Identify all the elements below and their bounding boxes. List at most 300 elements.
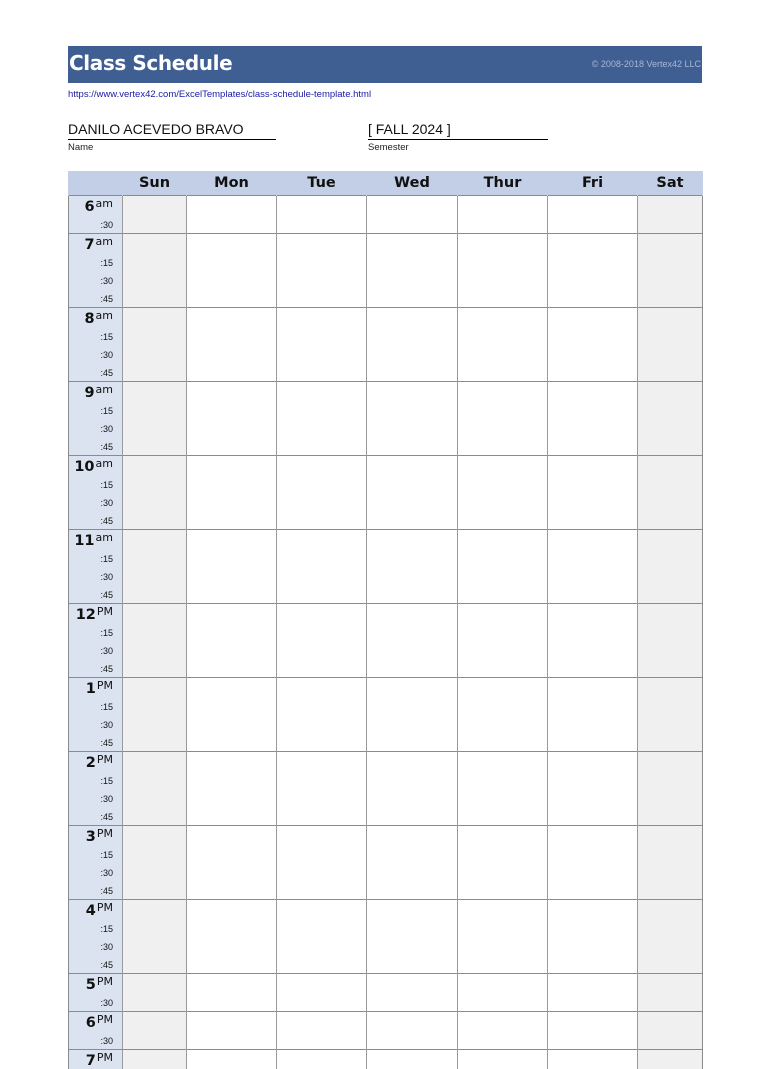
schedule-cell-wed[interactable] [367, 1050, 458, 1069]
schedule-cell-thur[interactable] [458, 382, 548, 402]
schedule-cell-tue[interactable] [277, 919, 367, 937]
schedule-cell-wed[interactable] [367, 659, 458, 678]
schedule-cell-fri[interactable] [548, 863, 638, 881]
schedule-cell-fri[interactable] [548, 196, 638, 216]
schedule-cell-thur[interactable] [458, 511, 548, 530]
schedule-cell-fri[interactable] [548, 900, 638, 920]
schedule-cell-mon[interactable] [187, 1050, 277, 1069]
schedule-cell-tue[interactable] [277, 974, 367, 994]
schedule-cell-wed[interactable] [367, 807, 458, 826]
schedule-cell-thur[interactable] [458, 955, 548, 974]
schedule-cell-wed[interactable] [367, 475, 458, 493]
schedule-cell-fri[interactable] [548, 475, 638, 493]
schedule-cell-thur[interactable] [458, 271, 548, 289]
schedule-cell-sat[interactable] [638, 623, 703, 641]
schedule-cell-fri[interactable] [548, 456, 638, 476]
schedule-cell-sun[interactable] [123, 826, 187, 846]
schedule-cell-sat[interactable] [638, 659, 703, 678]
schedule-cell-sat[interactable] [638, 900, 703, 920]
schedule-cell-mon[interactable] [187, 585, 277, 604]
schedule-cell-thur[interactable] [458, 900, 548, 920]
schedule-cell-sat[interactable] [638, 937, 703, 955]
schedule-cell-wed[interactable] [367, 919, 458, 937]
schedule-cell-tue[interactable] [277, 881, 367, 900]
schedule-cell-thur[interactable] [458, 678, 548, 698]
schedule-cell-sat[interactable] [638, 955, 703, 974]
schedule-cell-tue[interactable] [277, 511, 367, 530]
schedule-cell-thur[interactable] [458, 363, 548, 382]
schedule-cell-fri[interactable] [548, 289, 638, 308]
schedule-cell-tue[interactable] [277, 327, 367, 345]
schedule-cell-wed[interactable] [367, 289, 458, 308]
schedule-cell-sat[interactable] [638, 585, 703, 604]
schedule-cell-tue[interactable] [277, 215, 367, 234]
schedule-cell-mon[interactable] [187, 511, 277, 530]
schedule-cell-fri[interactable] [548, 623, 638, 641]
schedule-cell-wed[interactable] [367, 196, 458, 216]
schedule-cell-sun[interactable] [123, 697, 187, 715]
schedule-cell-sun[interactable] [123, 659, 187, 678]
schedule-cell-mon[interactable] [187, 641, 277, 659]
schedule-cell-thur[interactable] [458, 641, 548, 659]
schedule-cell-sun[interactable] [123, 289, 187, 308]
schedule-cell-tue[interactable] [277, 900, 367, 920]
schedule-cell-sat[interactable] [638, 789, 703, 807]
schedule-cell-tue[interactable] [277, 196, 367, 216]
schedule-cell-sat[interactable] [638, 919, 703, 937]
schedule-cell-tue[interactable] [277, 271, 367, 289]
schedule-cell-mon[interactable] [187, 327, 277, 345]
schedule-cell-tue[interactable] [277, 623, 367, 641]
schedule-cell-tue[interactable] [277, 345, 367, 363]
schedule-cell-mon[interactable] [187, 308, 277, 328]
schedule-cell-thur[interactable] [458, 1012, 548, 1032]
schedule-cell-sun[interactable] [123, 1012, 187, 1032]
schedule-cell-fri[interactable] [548, 1012, 638, 1032]
schedule-cell-thur[interactable] [458, 327, 548, 345]
schedule-cell-sun[interactable] [123, 382, 187, 402]
schedule-cell-wed[interactable] [367, 826, 458, 846]
schedule-cell-thur[interactable] [458, 993, 548, 1012]
schedule-cell-sun[interactable] [123, 993, 187, 1012]
schedule-cell-sun[interactable] [123, 419, 187, 437]
schedule-cell-wed[interactable] [367, 493, 458, 511]
schedule-cell-thur[interactable] [458, 974, 548, 994]
schedule-cell-mon[interactable] [187, 549, 277, 567]
schedule-cell-sat[interactable] [638, 234, 703, 254]
schedule-cell-thur[interactable] [458, 196, 548, 216]
schedule-cell-mon[interactable] [187, 604, 277, 624]
schedule-cell-fri[interactable] [548, 1031, 638, 1050]
schedule-cell-tue[interactable] [277, 733, 367, 752]
schedule-cell-mon[interactable] [187, 623, 277, 641]
schedule-cell-mon[interactable] [187, 919, 277, 937]
schedule-cell-mon[interactable] [187, 401, 277, 419]
schedule-cell-wed[interactable] [367, 511, 458, 530]
schedule-cell-fri[interactable] [548, 549, 638, 567]
schedule-cell-mon[interactable] [187, 253, 277, 271]
schedule-cell-sun[interactable] [123, 327, 187, 345]
schedule-cell-thur[interactable] [458, 419, 548, 437]
schedule-cell-thur[interactable] [458, 567, 548, 585]
schedule-cell-tue[interactable] [277, 678, 367, 698]
schedule-cell-mon[interactable] [187, 955, 277, 974]
schedule-cell-sun[interactable] [123, 752, 187, 772]
schedule-cell-wed[interactable] [367, 863, 458, 881]
schedule-cell-thur[interactable] [458, 937, 548, 955]
schedule-cell-mon[interactable] [187, 382, 277, 402]
schedule-cell-fri[interactable] [548, 530, 638, 550]
schedule-cell-wed[interactable] [367, 845, 458, 863]
schedule-cell-wed[interactable] [367, 567, 458, 585]
schedule-cell-fri[interactable] [548, 308, 638, 328]
schedule-cell-sat[interactable] [638, 1031, 703, 1050]
schedule-cell-sat[interactable] [638, 363, 703, 382]
schedule-cell-thur[interactable] [458, 493, 548, 511]
schedule-cell-fri[interactable] [548, 659, 638, 678]
schedule-cell-wed[interactable] [367, 1012, 458, 1032]
schedule-cell-fri[interactable] [548, 382, 638, 402]
schedule-cell-fri[interactable] [548, 493, 638, 511]
schedule-cell-sat[interactable] [638, 382, 703, 402]
schedule-cell-sat[interactable] [638, 678, 703, 698]
schedule-cell-tue[interactable] [277, 567, 367, 585]
schedule-cell-mon[interactable] [187, 196, 277, 216]
schedule-cell-sun[interactable] [123, 863, 187, 881]
schedule-cell-fri[interactable] [548, 993, 638, 1012]
schedule-cell-thur[interactable] [458, 456, 548, 476]
schedule-cell-tue[interactable] [277, 549, 367, 567]
schedule-cell-sun[interactable] [123, 271, 187, 289]
schedule-cell-thur[interactable] [458, 1050, 548, 1069]
schedule-cell-thur[interactable] [458, 863, 548, 881]
schedule-cell-tue[interactable] [277, 530, 367, 550]
schedule-cell-tue[interactable] [277, 382, 367, 402]
name-field[interactable] [68, 117, 276, 140]
schedule-cell-mon[interactable] [187, 752, 277, 772]
schedule-cell-sun[interactable] [123, 456, 187, 476]
schedule-cell-wed[interactable] [367, 585, 458, 604]
schedule-cell-wed[interactable] [367, 382, 458, 402]
template-link[interactable]: https://www.vertex42.com/ExcelTemplates/class-schedule-template.html [68, 89, 371, 100]
schedule-cell-wed[interactable] [367, 641, 458, 659]
schedule-cell-tue[interactable] [277, 475, 367, 493]
schedule-cell-tue[interactable] [277, 363, 367, 382]
schedule-cell-tue[interactable] [277, 585, 367, 604]
schedule-cell-sat[interactable] [638, 437, 703, 456]
schedule-cell-sat[interactable] [638, 1012, 703, 1032]
schedule-cell-mon[interactable] [187, 807, 277, 826]
schedule-cell-thur[interactable] [458, 234, 548, 254]
schedule-cell-wed[interactable] [367, 327, 458, 345]
schedule-cell-tue[interactable] [277, 493, 367, 511]
schedule-cell-fri[interactable] [548, 437, 638, 456]
schedule-cell-sat[interactable] [638, 807, 703, 826]
schedule-cell-sun[interactable] [123, 623, 187, 641]
schedule-cell-sun[interactable] [123, 771, 187, 789]
schedule-cell-fri[interactable] [548, 845, 638, 863]
schedule-cell-mon[interactable] [187, 863, 277, 881]
schedule-cell-wed[interactable] [367, 715, 458, 733]
schedule-cell-thur[interactable] [458, 437, 548, 456]
schedule-cell-sat[interactable] [638, 419, 703, 437]
schedule-cell-thur[interactable] [458, 530, 548, 550]
schedule-cell-sat[interactable] [638, 511, 703, 530]
schedule-cell-thur[interactable] [458, 549, 548, 567]
schedule-cell-sat[interactable] [638, 641, 703, 659]
schedule-cell-fri[interactable] [548, 641, 638, 659]
schedule-cell-fri[interactable] [548, 807, 638, 826]
schedule-cell-wed[interactable] [367, 697, 458, 715]
schedule-cell-tue[interactable] [277, 789, 367, 807]
schedule-cell-wed[interactable] [367, 253, 458, 271]
schedule-cell-wed[interactable] [367, 974, 458, 994]
schedule-cell-sat[interactable] [638, 752, 703, 772]
schedule-cell-wed[interactable] [367, 456, 458, 476]
schedule-cell-sun[interactable] [123, 253, 187, 271]
schedule-cell-sun[interactable] [123, 1031, 187, 1050]
schedule-cell-mon[interactable] [187, 900, 277, 920]
schedule-cell-wed[interactable] [367, 530, 458, 550]
schedule-cell-mon[interactable] [187, 345, 277, 363]
schedule-cell-tue[interactable] [277, 863, 367, 881]
schedule-cell-sun[interactable] [123, 881, 187, 900]
schedule-cell-thur[interactable] [458, 733, 548, 752]
schedule-cell-wed[interactable] [367, 437, 458, 456]
schedule-cell-mon[interactable] [187, 659, 277, 678]
schedule-cell-thur[interactable] [458, 289, 548, 308]
schedule-cell-sun[interactable] [123, 475, 187, 493]
schedule-cell-sun[interactable] [123, 678, 187, 698]
schedule-cell-mon[interactable] [187, 789, 277, 807]
schedule-cell-sat[interactable] [638, 604, 703, 624]
schedule-cell-sun[interactable] [123, 955, 187, 974]
schedule-cell-fri[interactable] [548, 234, 638, 254]
schedule-cell-fri[interactable] [548, 253, 638, 271]
schedule-cell-sat[interactable] [638, 345, 703, 363]
schedule-cell-sun[interactable] [123, 549, 187, 567]
schedule-cell-sat[interactable] [638, 215, 703, 234]
schedule-cell-fri[interactable] [548, 678, 638, 698]
schedule-cell-sat[interactable] [638, 308, 703, 328]
schedule-cell-sat[interactable] [638, 401, 703, 419]
schedule-cell-mon[interactable] [187, 363, 277, 382]
schedule-cell-fri[interactable] [548, 271, 638, 289]
schedule-cell-fri[interactable] [548, 826, 638, 846]
schedule-cell-sun[interactable] [123, 437, 187, 456]
schedule-cell-wed[interactable] [367, 401, 458, 419]
schedule-cell-tue[interactable] [277, 697, 367, 715]
schedule-cell-sun[interactable] [123, 401, 187, 419]
schedule-cell-sun[interactable] [123, 733, 187, 752]
schedule-cell-mon[interactable] [187, 456, 277, 476]
schedule-cell-thur[interactable] [458, 308, 548, 328]
schedule-cell-tue[interactable] [277, 253, 367, 271]
schedule-cell-sat[interactable] [638, 697, 703, 715]
schedule-cell-thur[interactable] [458, 826, 548, 846]
schedule-cell-wed[interactable] [367, 789, 458, 807]
schedule-cell-tue[interactable] [277, 826, 367, 846]
schedule-cell-wed[interactable] [367, 308, 458, 328]
schedule-cell-mon[interactable] [187, 845, 277, 863]
schedule-cell-tue[interactable] [277, 419, 367, 437]
schedule-cell-sat[interactable] [638, 456, 703, 476]
schedule-cell-fri[interactable] [548, 955, 638, 974]
schedule-cell-thur[interactable] [458, 604, 548, 624]
schedule-cell-wed[interactable] [367, 881, 458, 900]
schedule-cell-mon[interactable] [187, 567, 277, 585]
schedule-cell-sat[interactable] [638, 327, 703, 345]
schedule-cell-mon[interactable] [187, 271, 277, 289]
schedule-cell-thur[interactable] [458, 585, 548, 604]
schedule-cell-sun[interactable] [123, 937, 187, 955]
schedule-cell-fri[interactable] [548, 752, 638, 772]
schedule-cell-sat[interactable] [638, 475, 703, 493]
schedule-cell-tue[interactable] [277, 845, 367, 863]
schedule-cell-sat[interactable] [638, 974, 703, 994]
schedule-cell-wed[interactable] [367, 937, 458, 955]
schedule-cell-sun[interactable] [123, 715, 187, 733]
schedule-cell-sat[interactable] [638, 881, 703, 900]
schedule-cell-sat[interactable] [638, 196, 703, 216]
schedule-cell-tue[interactable] [277, 1050, 367, 1069]
schedule-cell-fri[interactable] [548, 401, 638, 419]
schedule-cell-mon[interactable] [187, 771, 277, 789]
schedule-cell-thur[interactable] [458, 697, 548, 715]
schedule-cell-mon[interactable] [187, 993, 277, 1012]
schedule-cell-sun[interactable] [123, 604, 187, 624]
schedule-cell-sun[interactable] [123, 493, 187, 511]
schedule-cell-sat[interactable] [638, 530, 703, 550]
schedule-cell-tue[interactable] [277, 807, 367, 826]
schedule-cell-sun[interactable] [123, 530, 187, 550]
schedule-cell-mon[interactable] [187, 289, 277, 308]
schedule-cell-sun[interactable] [123, 215, 187, 234]
schedule-cell-sun[interactable] [123, 511, 187, 530]
schedule-cell-thur[interactable] [458, 807, 548, 826]
schedule-cell-fri[interactable] [548, 789, 638, 807]
schedule-cell-fri[interactable] [548, 715, 638, 733]
schedule-cell-thur[interactable] [458, 215, 548, 234]
schedule-cell-fri[interactable] [548, 974, 638, 994]
schedule-cell-fri[interactable] [548, 937, 638, 955]
schedule-cell-sat[interactable] [638, 863, 703, 881]
schedule-cell-mon[interactable] [187, 1031, 277, 1050]
schedule-cell-sun[interactable] [123, 585, 187, 604]
schedule-cell-mon[interactable] [187, 530, 277, 550]
schedule-cell-fri[interactable] [548, 327, 638, 345]
schedule-cell-mon[interactable] [187, 493, 277, 511]
schedule-cell-tue[interactable] [277, 401, 367, 419]
schedule-cell-fri[interactable] [548, 419, 638, 437]
schedule-cell-sat[interactable] [638, 567, 703, 585]
schedule-cell-fri[interactable] [548, 567, 638, 585]
schedule-cell-fri[interactable] [548, 345, 638, 363]
schedule-cell-thur[interactable] [458, 771, 548, 789]
schedule-cell-mon[interactable] [187, 437, 277, 456]
schedule-cell-wed[interactable] [367, 549, 458, 567]
schedule-cell-tue[interactable] [277, 456, 367, 476]
schedule-cell-thur[interactable] [458, 919, 548, 937]
schedule-cell-sat[interactable] [638, 253, 703, 271]
schedule-cell-sun[interactable] [123, 807, 187, 826]
schedule-cell-sun[interactable] [123, 974, 187, 994]
schedule-cell-sat[interactable] [638, 549, 703, 567]
schedule-cell-fri[interactable] [548, 771, 638, 789]
schedule-cell-wed[interactable] [367, 271, 458, 289]
schedule-cell-wed[interactable] [367, 419, 458, 437]
schedule-cell-mon[interactable] [187, 419, 277, 437]
schedule-cell-wed[interactable] [367, 733, 458, 752]
schedule-cell-tue[interactable] [277, 1012, 367, 1032]
schedule-cell-wed[interactable] [367, 345, 458, 363]
schedule-cell-sun[interactable] [123, 919, 187, 937]
schedule-cell-wed[interactable] [367, 363, 458, 382]
schedule-cell-fri[interactable] [548, 881, 638, 900]
schedule-cell-thur[interactable] [458, 881, 548, 900]
schedule-cell-sun[interactable] [123, 641, 187, 659]
schedule-cell-tue[interactable] [277, 437, 367, 456]
schedule-cell-thur[interactable] [458, 623, 548, 641]
schedule-cell-sat[interactable] [638, 289, 703, 308]
schedule-cell-sun[interactable] [123, 363, 187, 382]
schedule-cell-tue[interactable] [277, 659, 367, 678]
schedule-cell-thur[interactable] [458, 715, 548, 733]
schedule-cell-wed[interactable] [367, 900, 458, 920]
schedule-cell-tue[interactable] [277, 715, 367, 733]
schedule-cell-tue[interactable] [277, 993, 367, 1012]
schedule-cell-thur[interactable] [458, 475, 548, 493]
schedule-cell-fri[interactable] [548, 697, 638, 715]
schedule-cell-mon[interactable] [187, 1012, 277, 1032]
schedule-cell-sat[interactable] [638, 271, 703, 289]
schedule-cell-mon[interactable] [187, 234, 277, 254]
schedule-cell-wed[interactable] [367, 215, 458, 234]
schedule-cell-thur[interactable] [458, 1031, 548, 1050]
schedule-cell-fri[interactable] [548, 363, 638, 382]
schedule-cell-tue[interactable] [277, 937, 367, 955]
schedule-cell-thur[interactable] [458, 345, 548, 363]
schedule-cell-tue[interactable] [277, 308, 367, 328]
schedule-cell-sun[interactable] [123, 308, 187, 328]
schedule-cell-fri[interactable] [548, 919, 638, 937]
schedule-cell-sat[interactable] [638, 993, 703, 1012]
schedule-cell-mon[interactable] [187, 881, 277, 900]
schedule-cell-tue[interactable] [277, 771, 367, 789]
schedule-cell-fri[interactable] [548, 585, 638, 604]
schedule-cell-sat[interactable] [638, 771, 703, 789]
schedule-cell-sun[interactable] [123, 345, 187, 363]
schedule-cell-sun[interactable] [123, 196, 187, 216]
schedule-cell-sun[interactable] [123, 789, 187, 807]
schedule-cell-mon[interactable] [187, 697, 277, 715]
schedule-cell-tue[interactable] [277, 234, 367, 254]
schedule-cell-fri[interactable] [548, 511, 638, 530]
schedule-cell-sat[interactable] [638, 493, 703, 511]
schedule-cell-sat[interactable] [638, 1050, 703, 1069]
schedule-cell-fri[interactable] [548, 604, 638, 624]
schedule-cell-wed[interactable] [367, 623, 458, 641]
schedule-cell-wed[interactable] [367, 771, 458, 789]
schedule-cell-mon[interactable] [187, 715, 277, 733]
schedule-cell-sat[interactable] [638, 845, 703, 863]
schedule-cell-thur[interactable] [458, 401, 548, 419]
schedule-cell-mon[interactable] [187, 733, 277, 752]
schedule-cell-sun[interactable] [123, 900, 187, 920]
schedule-cell-wed[interactable] [367, 604, 458, 624]
schedule-cell-mon[interactable] [187, 826, 277, 846]
schedule-cell-fri[interactable] [548, 215, 638, 234]
